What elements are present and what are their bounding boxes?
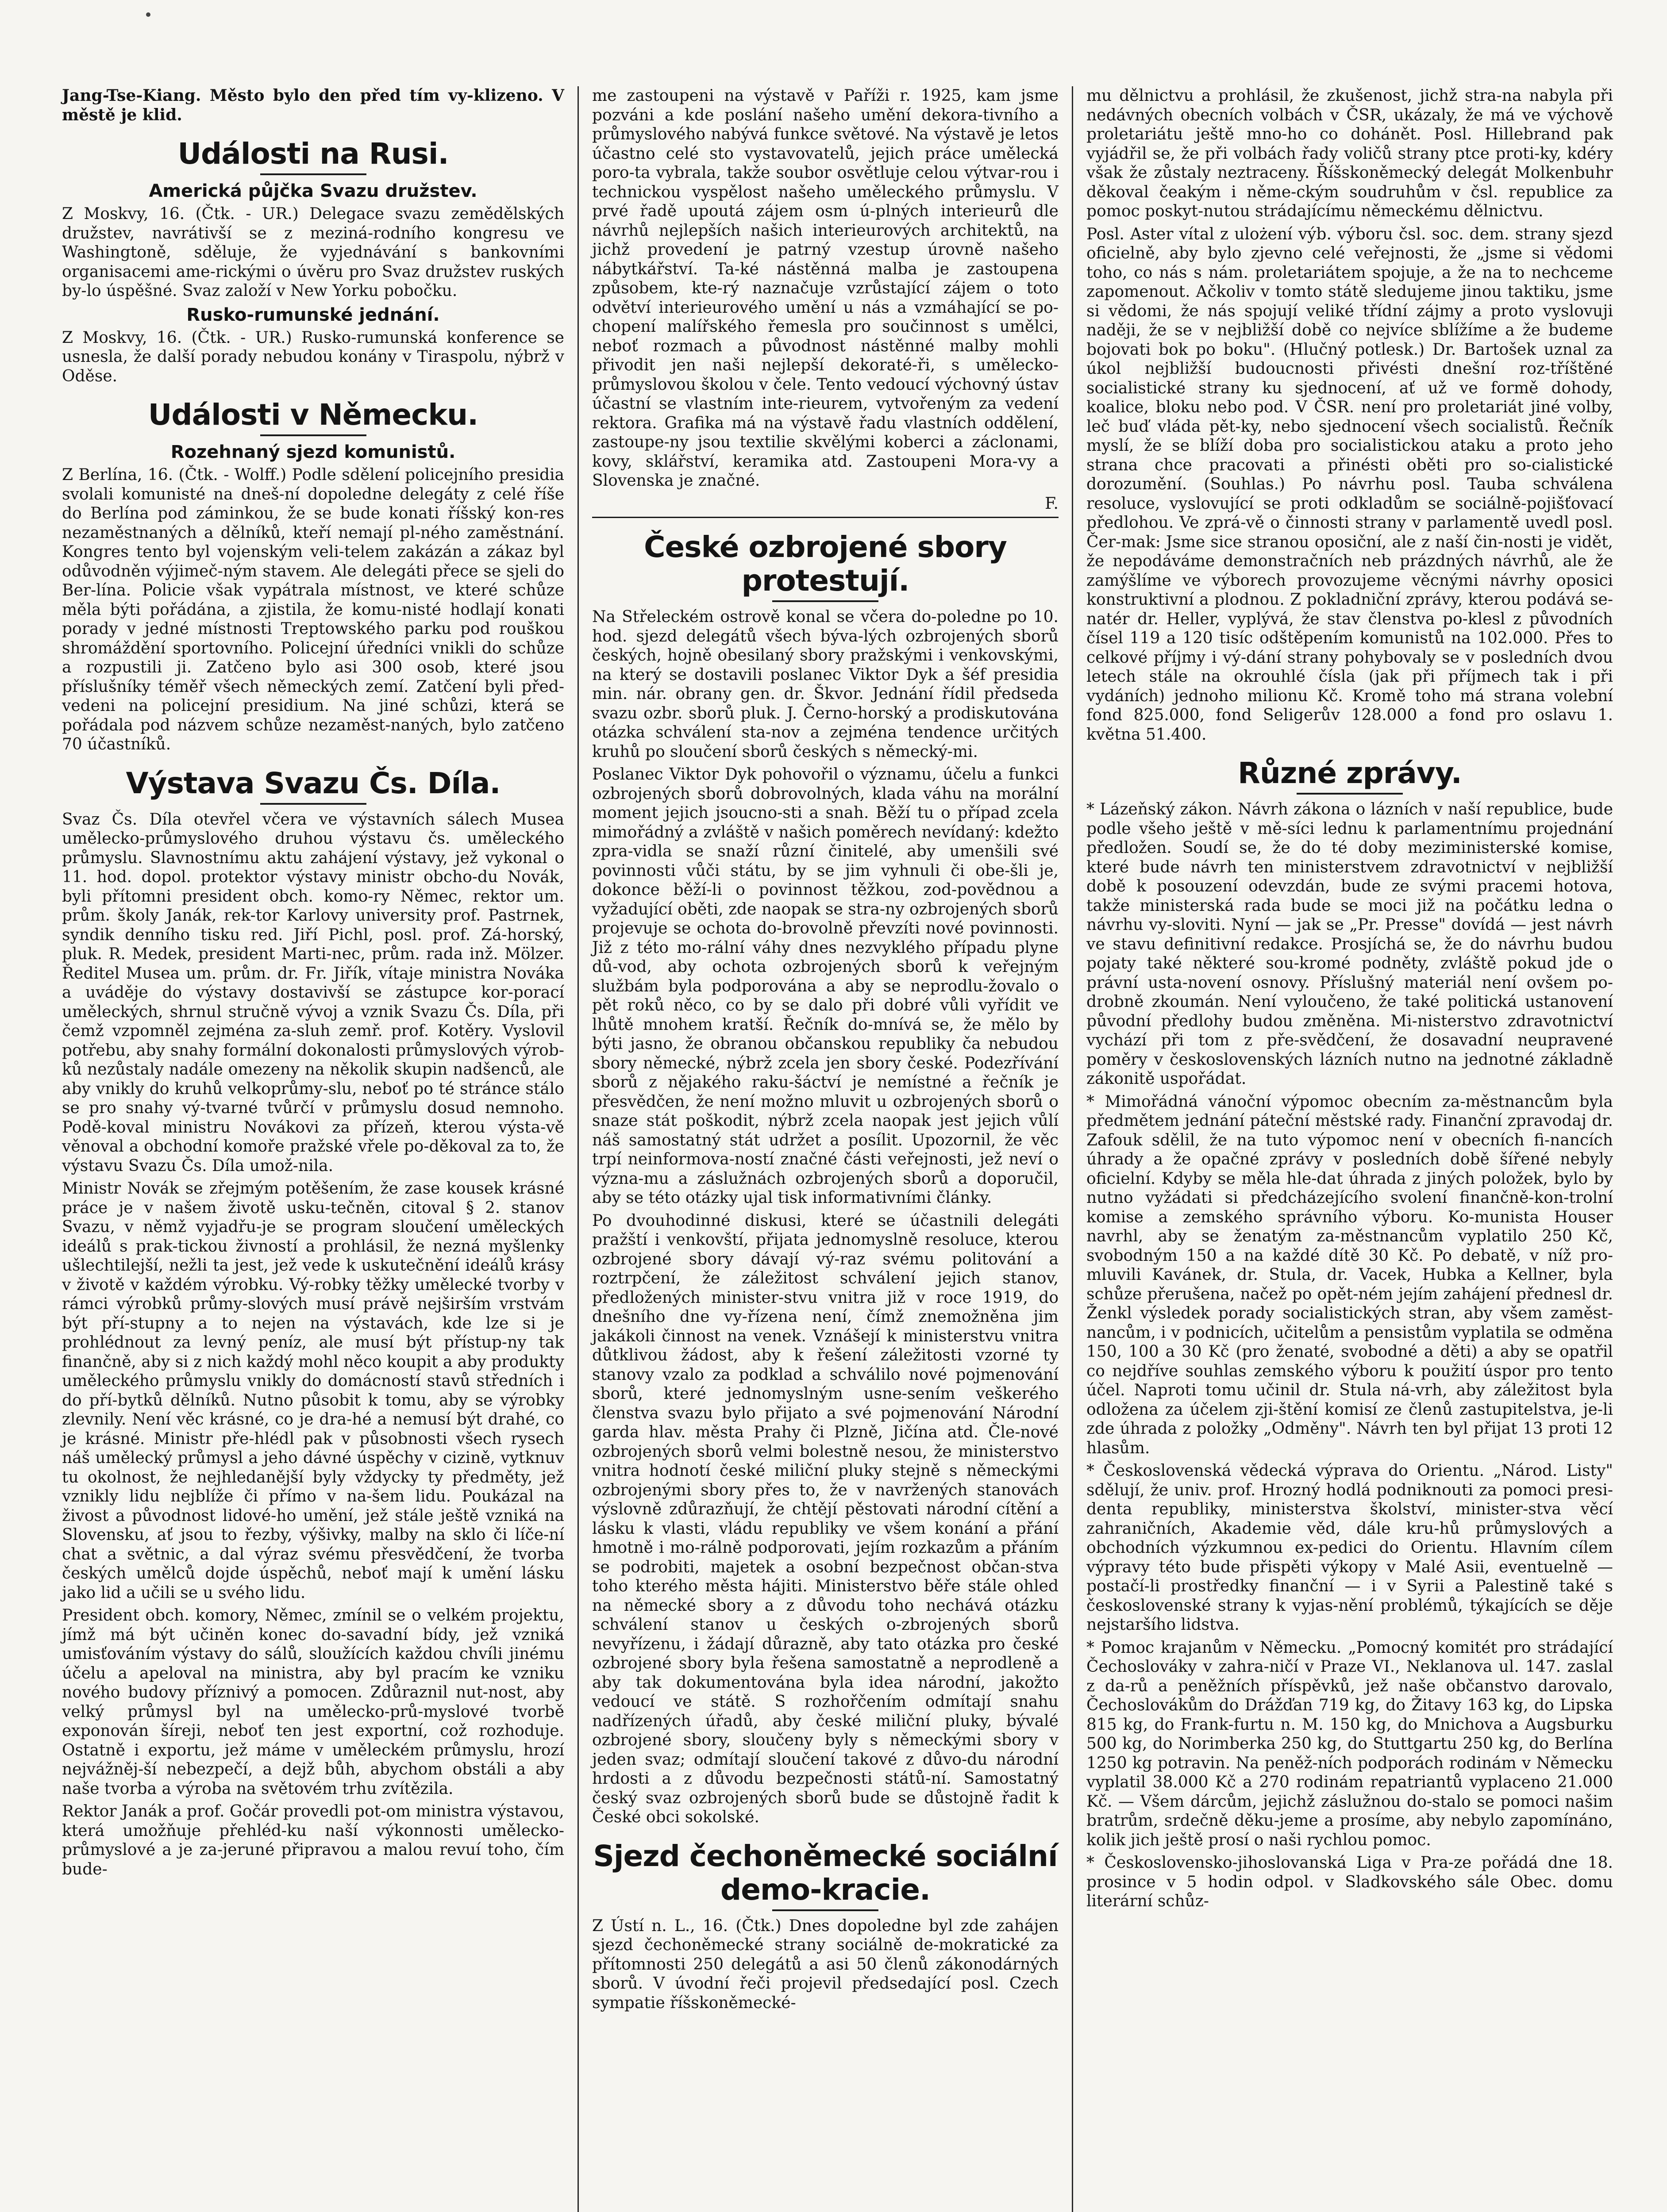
article-paragraph: Rektor Janák a prof. Gočár provedli pot-om ministra výstavou, která umožňuje přehléd-ku naší výkonnosti umělecko-průmyslové a je za-jeruné připravou a malou revuí toho, čím bude- xyxy=(62,1802,564,1878)
news-item: * Lázeňský zákon. Návrh zákona o lázních v naší republice, bude podle všeho ještě v mě-síci lednu k parlamentnímu projednání předložen. Soudí se, že do té doby meziministerské komise, které bude návrh ten ministerstvem zdravotnictví v nejbližší době k posouzení odevzdán, bude ze svými pracemi hotova, takže ministerská rada bude se moci již na počátku ledna o návrhu vy-sloviti. Nyní — jak se „Pr. Presse" dovídá — jest návrh ve stavu definitivní redakce. Prosjíchá se, že do návrhu budou pojaty také některé sou-kromé podněty, zvláště pokud jde o právní usta-novení osnovy. Příslušný materiál není ovšem po-drobně zkoumán. Není vyloučeno, že také politická ustanovení původní předlohy budou změněna. Mi-nisterstvo zdravotnictví vychází při tom z pře-svědčení, že dosavadní neupravené poměry v československých lázních nutno na jednotné základně zákonitě uspořádat. xyxy=(1086,800,1613,1088)
article-paragraph: Z Moskvy, 16. (Čtk. - UR.) Rusko-rumunská konference se usnesla, že další porady nebudou konány v Tiraspolu, nýbrž v Oděse. xyxy=(62,328,564,385)
headline-rule xyxy=(260,803,366,805)
headline-nemecko: Události v Německu. xyxy=(148,398,478,432)
news-item: * Mimořádná vánoční výpomoc obecním za-městnancům byla předmětem jednání páteční městské rady. Finanční zpravodaj dr. Zafouk sdělil, že na tuto výpomoc není v obecních fi-nancích úhrady a že opačné zprávy v posledních době šířené nebyly oficielní. Kdyby se měla hle-dat úhrada z jiných položek, bylo by nutno vyžádati si předcházejícího svolení finančně-kon-trolní komise a zemského správního výboru. Ko-munista Houser navrhl, aby se ženatým za-městnancům vyplatilo 250 Kč, svobodným 150 a na každé dítě 30 Kč. Po debatě, v níž pro-mluvili Kavánek, dr. Stula, dr. Vacek, Hubka a Kellner, byla schůze přerušena, načež po opět-ném jejím zahájení přednesl dr. Ženkl výsledek porady socialistických stran, aby všem zaměst-nancům, i v podnicích, učitelům a pensistům vyplatila se odměna 150, 100 a 30 Kč (pro ženaté, svobodné a děti) a aby se opatřil co nejdříve souhlas zemského výboru k použití úspor pro tento účel. Naproti tomu učinil dr. Stula ná-vrh, aby záležitost byla odložena za účelem zji-štění komisí ze členů zastupitelstva, je-li zde úhrada z položky „Odměny". Návrh ten byl přijat 13 proti 12 hlasům. xyxy=(1086,1092,1613,1457)
headline-rule xyxy=(1297,793,1403,795)
headline-ruzne-zpravy: Různé zprávy. xyxy=(1238,756,1462,790)
headline-rule xyxy=(772,1909,878,1911)
author-signature: F. xyxy=(1045,494,1059,513)
article-paragraph: Z Moskvy, 16. (Čtk. - UR.) Delegace svazu zemědělských družstev, navrátivší se z meziná-rodního kongresu ve Washingtoně, sděluje, že vyjednávání s bankovními organisacemi ame-rickými o úvěru pro Svaz družstev ruských by-lo úspěšné. Svaz založí v New Yorku pobočku. xyxy=(62,205,564,300)
article-paragraph: Svaz Čs. Díla otevřel včera ve výstavních sálech Musea umělecko-průmyslového druhou výstavu čs. uměleckého průmyslu. Slavnostnímu aktu zahájení výstavy, jež vykonal o 11. hod. dopol. protektor výstavy ministr obcho-du Novák, byli přítomni president obch. komo-ry Němec, rektor um. prům. školy Janák, rek-tor Karlovy university prof. Pastrnek, syndik denního tisku red. Jiří Pichl, posl. prof. Zá-horský, pluk. R. Medek, president Marti-nec, prům. rada inž. Mölzer. Ředitel Musea um. prům. dr. Fr. Jiřík, vítaje ministra Nováka a uváděje do výstavy dostavivší se zástupce kor-porací uměleckých, shrnul stručně vývoj a vznik Svazu Čs. Díla, při čemž vzpomněl zejména za-sluh zemř. prof. Kotěry. Vyslovil potřebu, aby snahy formální dokonalosti průmyslových výrob-ků nezůstaly nadále omezeny na několik skupin nadšenců, ale aby vnikly do kruhů velkoprůmy-slu, neboť po té stránce stálo se pro snahy vý-tvarné tvůrčí v průmyslu dosud nemnoho. Podě-koval ministru Novákovi za přízeň, kterou výsta-vě věnoval a obchodní komoře pražské vřele po-děkoval za to, že výstavu Svazu Čs. Díla umož-nila. xyxy=(62,810,564,1175)
headline-rule xyxy=(772,600,878,602)
subhead-rusko-rumunske: Rusko-rumunské jednání. xyxy=(186,304,440,325)
headline-ozbrojene-sbory: České ozbrojené sbory protestují. xyxy=(644,530,1007,598)
headline-rule xyxy=(260,434,366,436)
intro-paragraph: Jang-Tse-Kiang. Město bylo den před tím vy-klizeno. V městě je klid. xyxy=(62,86,564,124)
column-2 xyxy=(577,86,1073,2212)
subhead-sjezd-komunistu: Rozehnaný sjezd komunistů. xyxy=(170,442,456,462)
article-paragraph: Poslanec Viktor Dyk pohovořil o významu, účelu a funkci ozbrojených sborů dobrovolných, klada váhu na morální moment jejich jsoucno-sti a snah. Běží tu o případ zcela mimořádný a zvláště v našich poměrech nevídaný: kdežto zpra-vidla se snaží různí činitelé, aby umenšili své povinnosti vůči státu, by se jim vyhnuli či obe-šli je, dokonce běží-li o povinnost těžkou, zod-povědnou a vyžadující oběti, zde naopak se stra-ny ozbrojených sborů projevuje se ochota do-brovolně převzíti nové povinnosti. Již z této mo-rální váhy dnes nezvyklého případu plyne dů-vod, aby ochota ozbrojených sborů k veřejným službám byla podporována a aby se neprodlu-žovalo o pět roků něco, co by se dalo při dobré vůli vyřídit ve lhůtě mnohem kratší. Řečník do-mnívá se, že mělo by býti jasno, že obranou občanskou republiky ča nebudou sbory německé, nýbrž zcela jen sbory české. Podezřívání sborů z nějakého raku-šáctví je nemístné a řečník je přesvědčen, že není možno mluvit u ozbrojených sborů o snaze stát poškodit, nýbrž zcela naopak jest jejich vůlí náš samostatný stát udržet a posílit. Upozornil, že věc trpí neinformova-ností značné části veřejnosti, jež neví o význa-mu a záslužnách ozbrojených sborů a doporučil, aby se této otázky ujal tisk informativními články. xyxy=(592,765,1059,1207)
news-item: * Pomoc krajanům v Německu. „Pomocný komitét pro strádající Čechoslováky v zahra-ničí v Praze VI., Neklanova ul. 147. zaslal z da-rů a peněžních příspěvků, jež naše občanstvo darovalo, Čechoslovákům do Drážďan 719 kg, do Žitavy 163 kg, do Lipska 815 kg, do Frank-furtu n. M. 150 kg, do Mnichova a Augsburku 500 kg, do Norimberka 250 kg, do Stuttgartu 250 kg, do Berlína 1250 kg potravin. Na peněž-ních podporách rodinám v Německu vyplatil 38.000 Kč a 270 rodinám repatriantů vyplaceno 21.000 Kč. — Všem dárcům, jejichž záslužnou do-stalo se pomoci našim bratrům, srdečně děku-jeme a prosíme, aby nebylo zapomínáno, kolik jich ještě prosí o naši rychlou pomoc. xyxy=(1086,1638,1613,1849)
article-paragraph: Z Ústí n. L., 16. (Čtk.) Dnes dopoledne byl zde zahájen sjezd čechoněmecké strany sociálně de-mokratické za přítomnosti 250 delegátů a asi 50 členů zákonodárných sborů. V úvodní řeči projevil předsedající posl. Czech sympatie říšskoněmecké- xyxy=(592,1916,1059,2012)
article-paragraph: me zastoupeni na výstavě v Paříži r. 1925, kam jsme pozváni a kde poslání našeho umění dekora-tivního a průmyslového nabývá funkce světové. Na výstavě je letos účastno celé sto vystavovatelů, jejich práce umělecká poro-ta vybrala, takže soubor osvětluje celou výtvar-rou i technickou vyspělost našeho uměleckého průmyslu. V prvé řadě upoutá zájem osm ú-plných interieurů dle návrhů nejlepších našich interieurových architektů, na jichž provedení je patrný vzestup úrovně našeho nábytkářství. Ta-ké nástěnná malba je zastoupena způsobem, kte-rý naznačuje vzrůstající zájem o toto odvětví interieurového umění u nás a vzmáhající se po-chopení malířského řemesla pro součinnost s umělci, neboť rozmach a původnost nástěnné malby mohli přivodit jen naši nejlepší dekoraté-ři, s umělecko-průmyslovou školou v čele. Tento vedoucí výchovný ústav účastní se vlastním inte-rieurem, vytvořeným za vedení rektora. Grafika má na výstavě řadu vlastních oddělení, zastoupe-ny jsou textilie skvělými koberci a záclonami, kovy, sklářství, keramika atd. Zastoupeni Mora-vy a Slovenska je značné. xyxy=(592,87,1059,490)
headline-vystava: Výstava Svazu Čs. Díla. xyxy=(126,766,500,800)
subhead-loan: Americká půjčka Svazu družstev. xyxy=(149,181,477,201)
article-paragraph: Na Střeleckém ostrově konal se včera do-poledne po 10. hod. sjezd delegátů všech býva-lých ozbrojených sborů českých, hojně obesilaný sbory pražskými i venkovskými, na který se dostavili poslanec Viktor Dyk a šéf presidia min. nár. obrany gen. dr. Škvor. Jednání řídil předseda svazu ozbr. sborů pluk. J. Černo-horský a prodiskutována otázka schválení sta-nov a zejména tendence určitých kruhů po sloučení sborů českých s německý-mi. xyxy=(592,608,1059,761)
columns xyxy=(49,86,1627,2212)
headline-sjezd-socialni-demokracie: Sjezd čechoněmecké sociální demo-kracie. xyxy=(593,1839,1058,1907)
article-paragraph: President obch. komory, Němec, zmínil se o velkém projektu, jímž má být učiněn konec do-savadní bídy, jež vzniká umisťováním výstavy do sálů, sloužících každou chvíli jinému účelu a apeloval na ministra, aby byl pracím ke vzniku nového budovy příznivý a pomocen. Zdůraznil nut-nost, aby velký průmysl byl na umělecko-prů-myslové tvorbě exponován šíreji, neboť ten jest exportní, což rozhoduje. Ostatně i exportu, jež máme v uměleckém průmyslu, hrozí nejvážněj-ší nebezpečí, a dejž bůh, abychom obstáli a aby naše tvorba a výroba na světovém trhu zvítězila. xyxy=(62,1606,564,1798)
headline-rus: Události na Rusi. xyxy=(177,137,449,171)
article-paragraph: Ministr Novák se zřejmým potěšením, že zase kousek krásné práce je v našem životě usku-tečněn, citoval § 2. stanov Svazu, v němž vyjadřu-je se program sloučení uměleckých ideálů s prak-tickou živností a prohlásil, že nezná myšlenky ušlechtilejší, nežli ta jest, jež vede k uskutečnění ideálů krásy v životě v každém výrobku. Vý-robky těžky umělecké tvorby v rámci výrobků průmy-slových musí právě nejširším vrstvám být pří-stupny a to nejen na výstavách, kde lze si je prohlédnout za levný peníz, ale musí být přístup-ny tak finančně, aby si z nich každý mohl něco koupit a aby produkty uměleckého průmyslu vnikly do domácností stavů středních i do pří-bytků dělníků. Nutno působit k tomu, aby se výrobky zlevnily. Není věc krásné, co je dra-hé a nemusí být drahé, co je krásné. Ministr pře-hlédl pak v působnosti všech rysech náš umělecký průmysl a jeho dávné úspěchy v cizině, vytknuv tu okolnost, že nejhledanější byly vždycky ty předměty, jež vznikly lidu nejblíže či přímo v na-šem lidu. Poukázal na živost a původnost lidové-ho umění, jež stále ještě vzniká na Slovensku, ať jsou to řezby, výšivky, malby na sklo či líče-ní chat a světnic, a dal výraz svému přesvědčení, že tvorba českých umělců dojde úspěchů, neboť mají k umění lásku jako lid a učili se u svého lidu. xyxy=(62,1179,564,1602)
column-1 xyxy=(49,86,577,2212)
article-paragraph: Po dvouhodinné diskusi, které se účastnili delegáti pražští i venkovští, přijata jednomyslně resoluce, kterou ozbrojené sbory dávají vý-raz svému politování a roztrpčení, že záležitost schválení jejich stanov, předložených minister-stvu vnitra již v roce 1919, do dnešního dne vy-řízena není, čímž znemožněna jim jakákoli činnost na venek. Vznášejí k ministerstvu vnitra důtklivou žádost, aby k řešení záležitosti vzorné ty stanovy vzalo za podklad a schválilo nové pojmenování sborů, které jednomyslným usne-sením veškerého členstva svazu bylo přijato a své pojmenování Národní garda hlav. města Prahy či Plzně, Jičína atd. Čle-nové ozbrojených sborů velmi bolestně nesou, že ministerstvo vnitra hodnotí české miliční pluky stejně s německými ozbrojenými sbory přes to, že v navržených stanovách výslovně zdůrazňují, že chtějí pěstovati národní cítění a lásku k vlasti, vládu republiky ve všem konání a přání hmotně i mo-rálně podporovati, jejím rozkazům a přáním se podrobiti, majetek a osobní bezpečnost občan-stva toho kterého města hájiti. Ministerstvo běře stále ohled na německé sbory a z důvodu toho nechává otázku schválení stanov u českých o-zbrojených sborů nevyřízenu, i žádají důrazně, aby tato otázka pro české ozbrojené sbory byla řešena samostatně a neprodleně a aby tak dokumentována byla idea národní, jakožto vedoucí ve státě. S rozhořčením odmítají snahu nadřízených úřadů, aby české miliční pluky, bývalé ozbrojené sbory, sloučeny byly s německými sbory v jeden svaz; odmítají sloučení takové z důvo-du národní hrdosti a z důvodu bezpečnosti států-ní. Samostatný český svaz ozbrojených sborů bude se důstojně řadit k České obci sokolské. xyxy=(592,1211,1059,1826)
news-item: * Československo-jihoslovanská Liga v Pra-ze pořádá dne 18. prosince v 5 hodin odpol. v Sladkovského sále Obec. domu literární schůz- xyxy=(1086,1854,1613,1910)
news-item: * Československá vědecká výprava do Orientu. „Národ. Listy" sdělují, že univ. prof. Hrozný hodlá podniknouti za pomoci presi-denta republiky, ministerstva školství, minister-stva věcí zahraničních, Akademie věd, dále kru-hů průmyslových a obchodních výzkumnou ex-pedici do Orientu. Hlavním cílem výpravy této bude přispěti výkopy v Malé Asii, eventuelně — postačí-li prostředky finanční — i v Syrii a Palestině také s československé strany k vyjas-nění problémů, týkajících se děje nejstaršího lidstva. xyxy=(1086,1462,1613,1634)
ink-dot xyxy=(146,12,150,17)
section-rule xyxy=(592,517,1059,518)
article-paragraph: Z Berlína, 16. (Čtk. - Wolff.) Podle sdělení policejního presidia svolali komunisté na dneš-ní dopoledne delegáty z celé říše do Berlína pod záminkou, že se bude konati říšský kon-res nezaměstnaných a dělníků, kteří nemají pl-ného zaměstnání. Kongres tento byl vojenským veli-telem zakázán a zákaz byl odůvodněn výjimeč-ným stavem. Ale delegáti přece se sjeli do Ber-lína. Policie však vypátrala místnost, ve které schůze měla býti pořádána, a zjistila, že komu-nisté hodlají konati porady v jedné místnosti Treptowského parku pod rouškou shromáždění sportovního. Policejní úředníci vnikli do schůze a rozpustili ji. Zatčeno bylo asi 300 osob, které jsou příslušníky téměř všech německých zemí. Zatčení byli před-vedeni na policejní presidium. Na jiné schůzi, která se pořádala pod názvem schůze nezaměst-naných, bylo zatčeno 70 účastníků. xyxy=(62,466,564,753)
article-paragraph: mu dělnictvu a prohlásil, že zkušenost, jichž stra-na nabyla při nedávných obecních volbách v ČSR, ukázaly, že má ve výchově proletariátu ještě mno-ho co dohánět. Posl. Hillebrand pak vyjádřil se, že při volbách řady voličů strany ptce proti-ky, kdéry však že zůstaly neztraceny. Říšskoněmecký delegát Molkenbuhr děkoval čeakým i něme-ckým soudruhům v čsl. republice za pomoc poskyt-nutou strádajícímu německému dělnictvu. xyxy=(1086,87,1613,220)
column-3 xyxy=(1073,86,1626,2212)
article-paragraph: Posl. Aster vítal z ulożení výb. výboru čsl. soc. dem. strany sjezd oficielně, aby bylo zjevno celé veřejnosti, že „jsme si vědomi toho, co nás s nám. proletariátem spojuje, a že na to nechceme zapomenout. Ačkoliv v tomto státě sledujeme jinou taktiku, jsme si vědomi, že nás spojují veliké třídní zájmy a proto vyslovuji naději, že se v nejbližší době co nejvíce sblížíme a že budeme bojovati bok po boku". (Hlučný potlesk.) Dr. Bartošek uznal za úkol nejbližší budoucnosti přivésti dnešní roz-tříštěné socialistické strany ku sjednocení, ať už ve formě dohody, koalice, bloku nebo pod. V ČSR. není pro proletariát jiné volby, leč buď vláda pět-ky, nebo sjednocení všech socialistů. Řečník myslí, že se blíží doba pro socialistickou ataku a proto jeho strana chce pracovati a přinésti oběti pro so-cialistické dorozumění. (Souhlas.) Po návrhu posl. Tauba schválena resoluce, vyslovující se proti odkladům se sociálně-pojišťovací předlohou. Ve zprá-vě o činnosti strany v parlamentě uvedl posl. Čer-mak: Jsme sice stranou oposiční, ale z naší čin-nosti je vidět, že nepodáváme demonstračních neb prázdných návrhů, ale že zamýšlíme ve výborech provozujeme věcnými návrhy oposici konstruktivní a plodnou. Z pokladniční zprávy, kterou podává se-natér dr. Heller, vyplývá, že stav členstva po-klesl z původních čísel 119 a 120 tisíc odštěpením komunistů na 102.000. Přes to celkové příjmy i vý-dání strany pohybovaly se v posledních dvou letech stále na okrouhlé čísla (jak při příjmech tak i při vydáních) jednoho milionu Kč. Kromě toho má strana volební fond 825.000, fond Seligerův 128.000 a fond pro oslavu 1. května 51.400. xyxy=(1086,225,1613,744)
headline-rule xyxy=(260,173,366,175)
